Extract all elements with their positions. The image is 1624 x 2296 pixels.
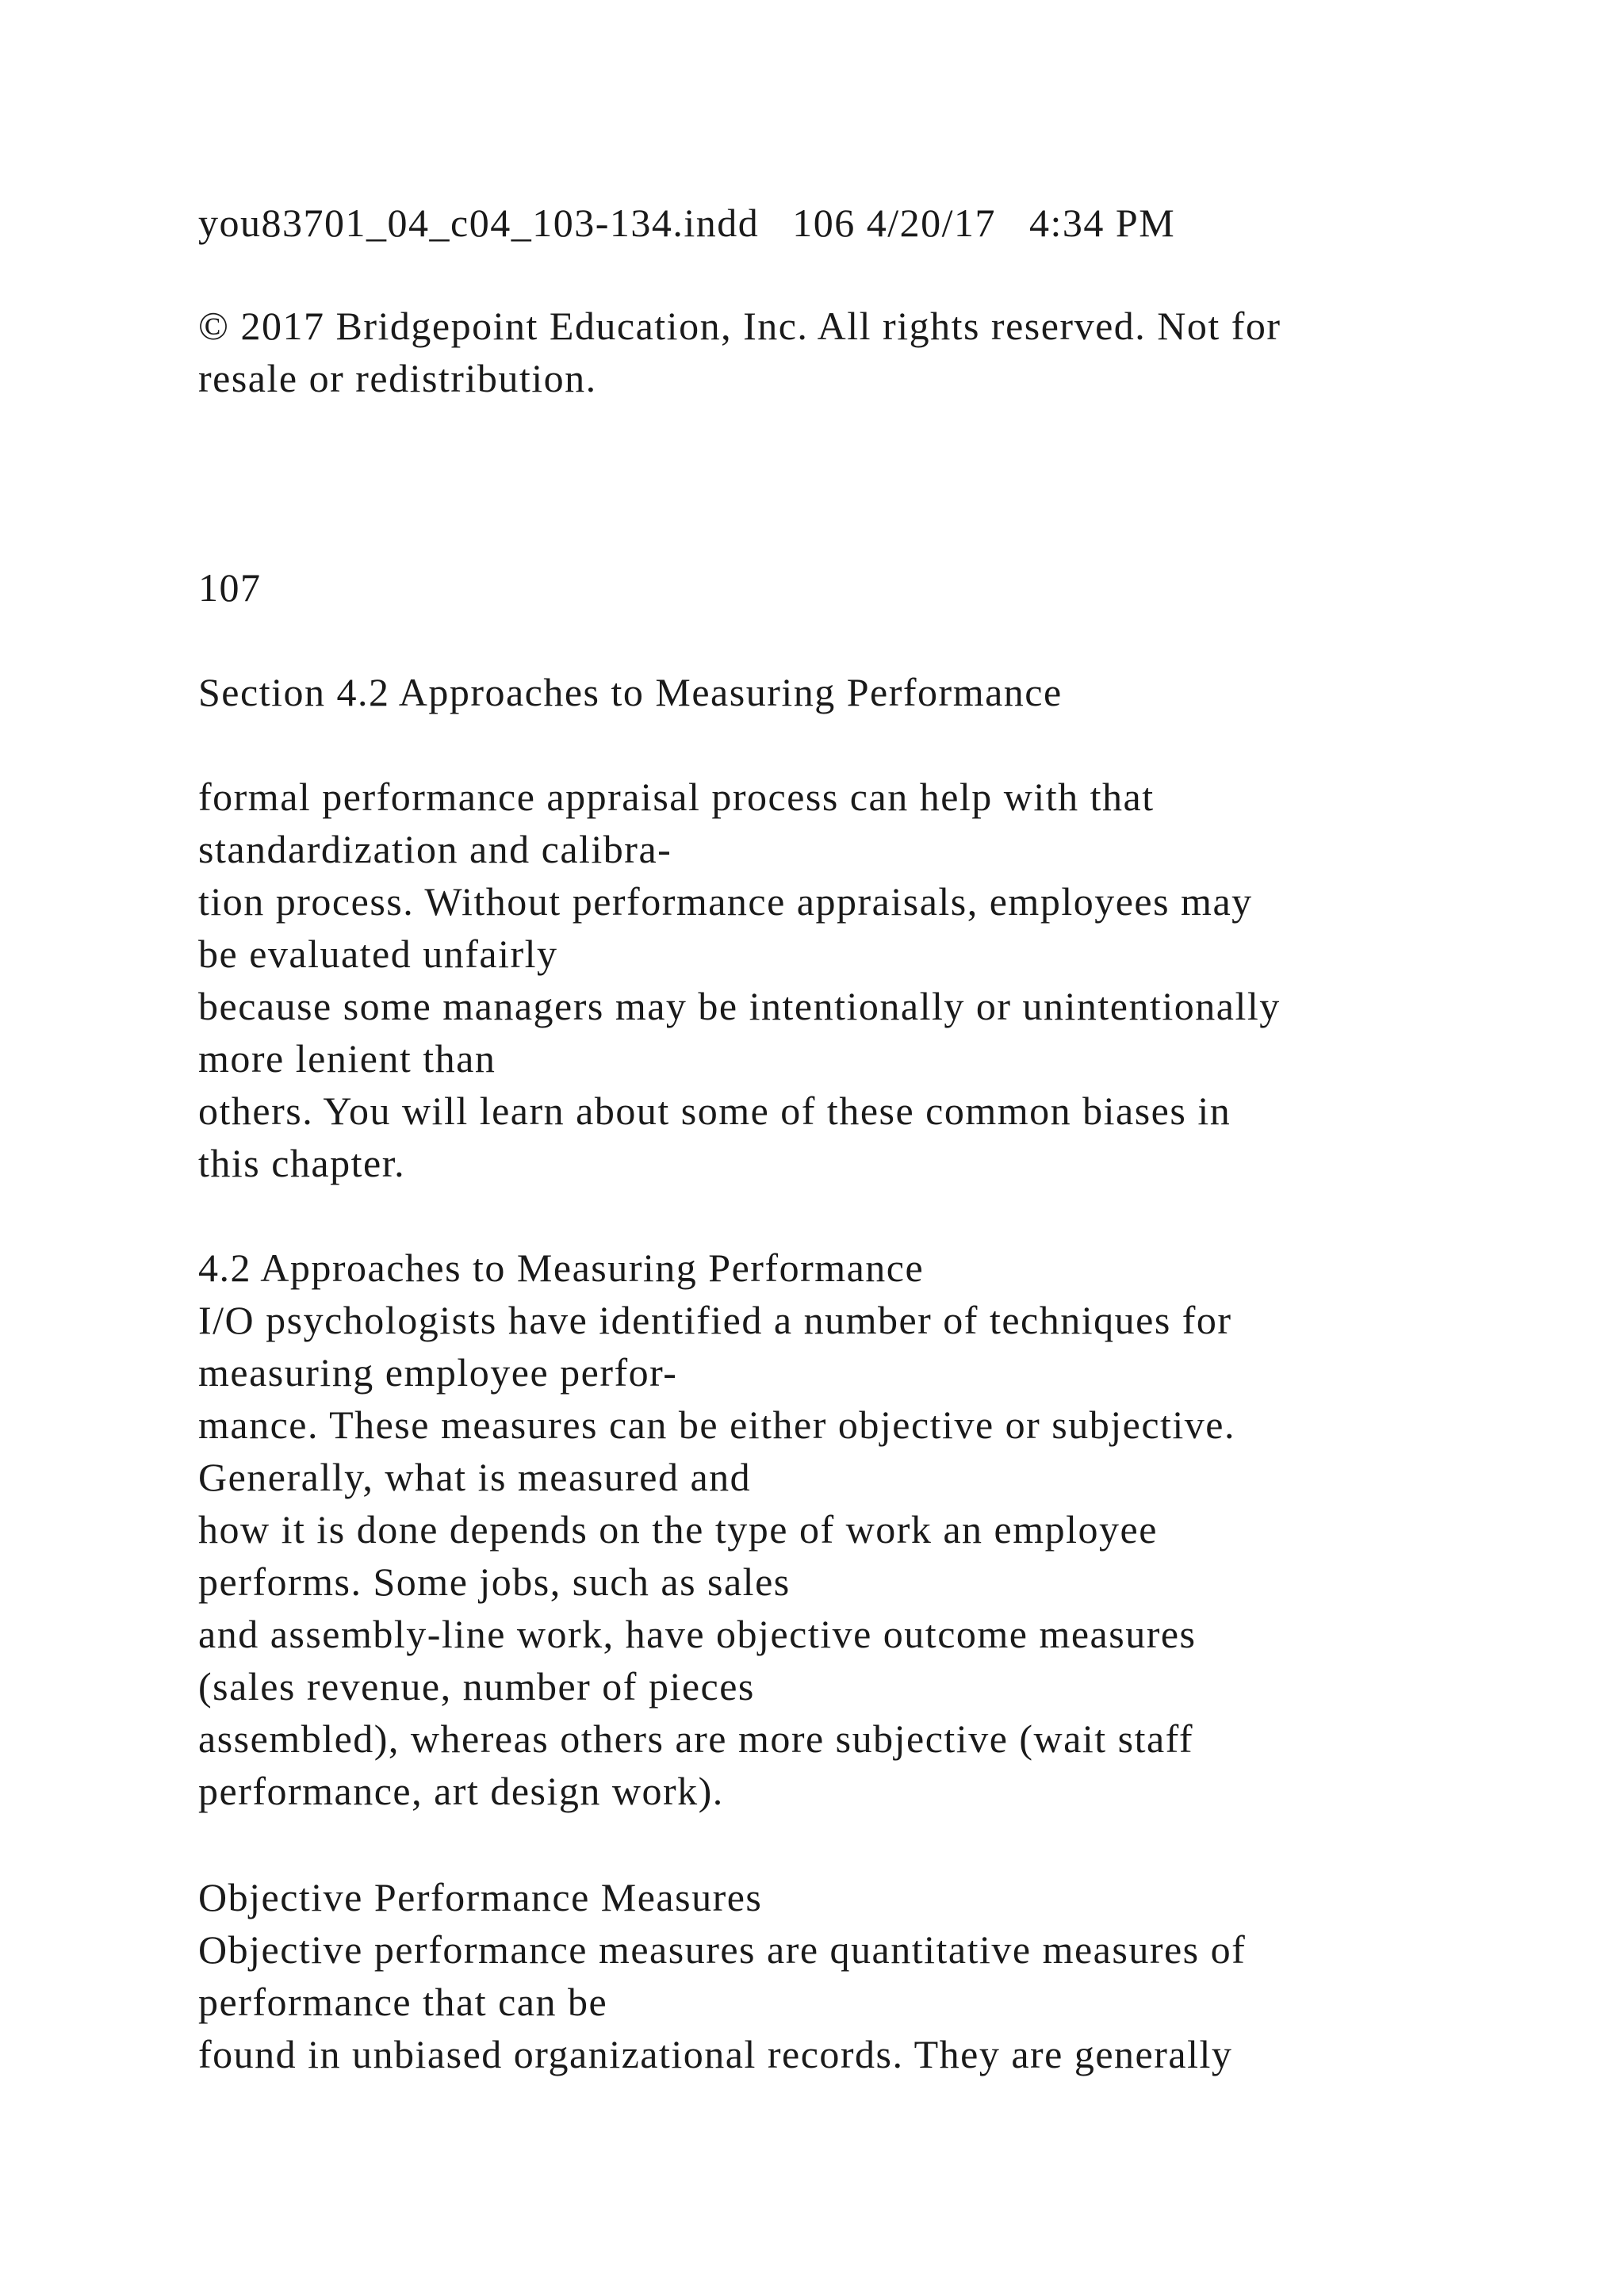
paragraph-line: standardization and calibra- bbox=[198, 827, 672, 871]
paragraph-line: performs. Some jobs, such as sales bbox=[198, 1559, 791, 1604]
paragraph-line: tion process. Without performance appraisals, employees may bbox=[198, 879, 1253, 924]
section-4-2 bbox=[198, 1242, 1546, 1817]
file-info-line bbox=[198, 197, 1546, 249]
file-info: you83701_04_c04_103-134.indd 106 4/20/17 4:34 PM bbox=[198, 201, 1176, 245]
section-heading: 4.2 Approaches to Measuring Performance bbox=[198, 1246, 925, 1290]
paragraph-line: assembled), whereas others are more subjective (wait staff bbox=[198, 1716, 1194, 1761]
page-number-block bbox=[198, 561, 1546, 614]
running-head-block bbox=[198, 666, 1546, 718]
subsection-objective-measures bbox=[198, 1871, 1546, 2080]
copyright-line: resale or redistribution. bbox=[198, 356, 597, 400]
paragraph-line: (sales revenue, number of pieces bbox=[198, 1664, 755, 1709]
paragraph-line: mance. These measures can be either objective or subjective. bbox=[198, 1402, 1235, 1447]
paragraph-line: and assembly-line work, have objective outcome measures bbox=[198, 1612, 1197, 1656]
paragraph-line: more lenient than bbox=[198, 1036, 496, 1081]
paragraph-line: found in unbiased organizational records. They are generally bbox=[198, 2032, 1233, 2076]
paragraph-line: Objective performance measures are quantitative measures of bbox=[198, 1927, 1247, 1972]
paragraph-line: because some managers may be intentionally or unintentionally bbox=[198, 984, 1281, 1028]
paragraph-line: this chapter. bbox=[198, 1141, 406, 1185]
paragraph-line: performance, art design work). bbox=[198, 1769, 724, 1813]
copyright-line: © 2017 Bridgepoint Education, Inc. All rights reserved. Not for bbox=[198, 304, 1281, 348]
paragraph-line: I/O psychologists have identified a number of techniques for bbox=[198, 1298, 1232, 1342]
paragraph-line: formal performance appraisal process can help with that bbox=[198, 775, 1155, 819]
running-head: Section 4.2 Approaches to Measuring Performance bbox=[198, 670, 1063, 714]
paragraph-line: performance that can be bbox=[198, 1980, 608, 2024]
intro-paragraph bbox=[198, 771, 1546, 1189]
page-number: 107 bbox=[198, 565, 262, 610]
paragraph-line: be evaluated unfairly bbox=[198, 932, 558, 976]
paragraph-line: measuring employee perfor- bbox=[198, 1350, 678, 1395]
copyright-notice bbox=[198, 300, 1546, 404]
paragraph-line: how it is done depends on the type of work an employee bbox=[198, 1507, 1158, 1552]
subsection-heading: Objective Performance Measures bbox=[198, 1875, 763, 1919]
paragraph-line: Generally, what is measured and bbox=[198, 1455, 752, 1499]
paragraph-line: others. You will learn about some of these common biases in bbox=[198, 1089, 1231, 1133]
